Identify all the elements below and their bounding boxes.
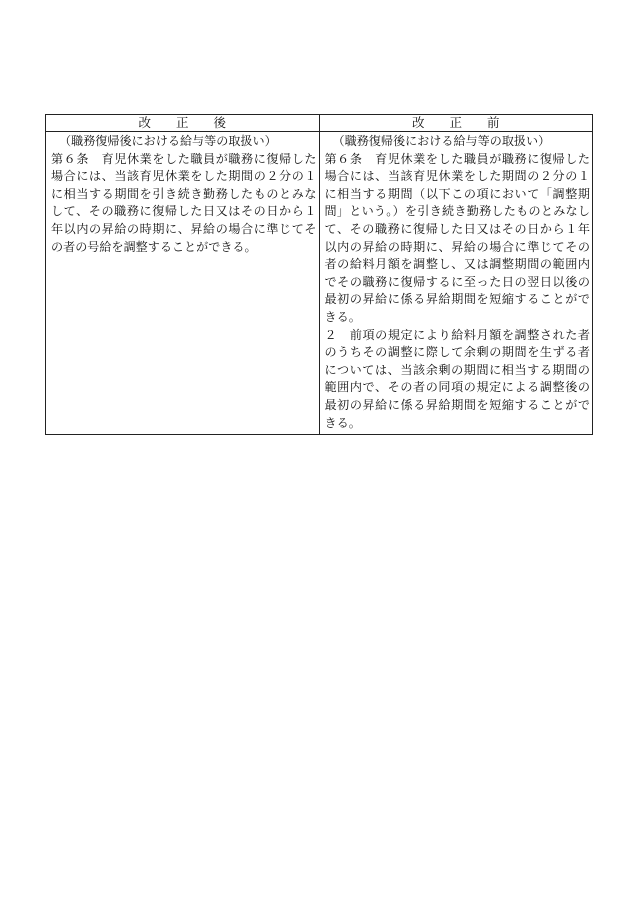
after-article-6-paragraph-1: 第６条 育児休業をした職員が職務に復帰した場合には、当該育児休業をした期間の２分の１に相当する期間を引き続き勤務したものとみなして、その職務に復帰した日又はその日から１年以内の昇給の時期に、昇給の場合に準じてその者の号給を調整することができる。: [51, 151, 317, 254]
content-row: [46, 132, 593, 435]
comparison-table: [45, 114, 593, 435]
before-revision-cell: [319, 132, 593, 435]
before-article-heading: （職務復帰後における給与等の取扱い）: [332, 134, 551, 148]
before-article-6-paragraph-2: ２ 前項の規定により給料月額を調整された者のうちその調整に際して余剰の期間を生ずる者については、当該余剰の期間に相当する期間の範囲内で、その者の同項の規定による調整後の最初の昇給に係る昇給期間を短縮することができる。: [324, 327, 590, 430]
after-article-heading: （職務復帰後における給与等の取扱い）: [59, 134, 277, 148]
before-article-6-paragraph-1: 第６条 育児休業をした職員が職務に復帰した場合には、当該育児休業をした期間の２分の１に相当する期間（以下この項において「調整期間」という。）を引き続き勤務したものとみなして、その職務に復帰した日又はその日から１年以内の昇給の時期に、昇給の場合に準じてその者の給料月額を調整し、又は調整期間の範囲内でその職務に復帰するに至った日の翌日以後の最初の昇給に係る昇給期間を短縮することができる。: [324, 151, 590, 324]
header-before-revision: 改 正 前: [319, 115, 593, 132]
after-revision-cell: [46, 132, 320, 435]
header-row: [46, 115, 593, 132]
header-after-revision: 改 正 後: [46, 115, 320, 132]
